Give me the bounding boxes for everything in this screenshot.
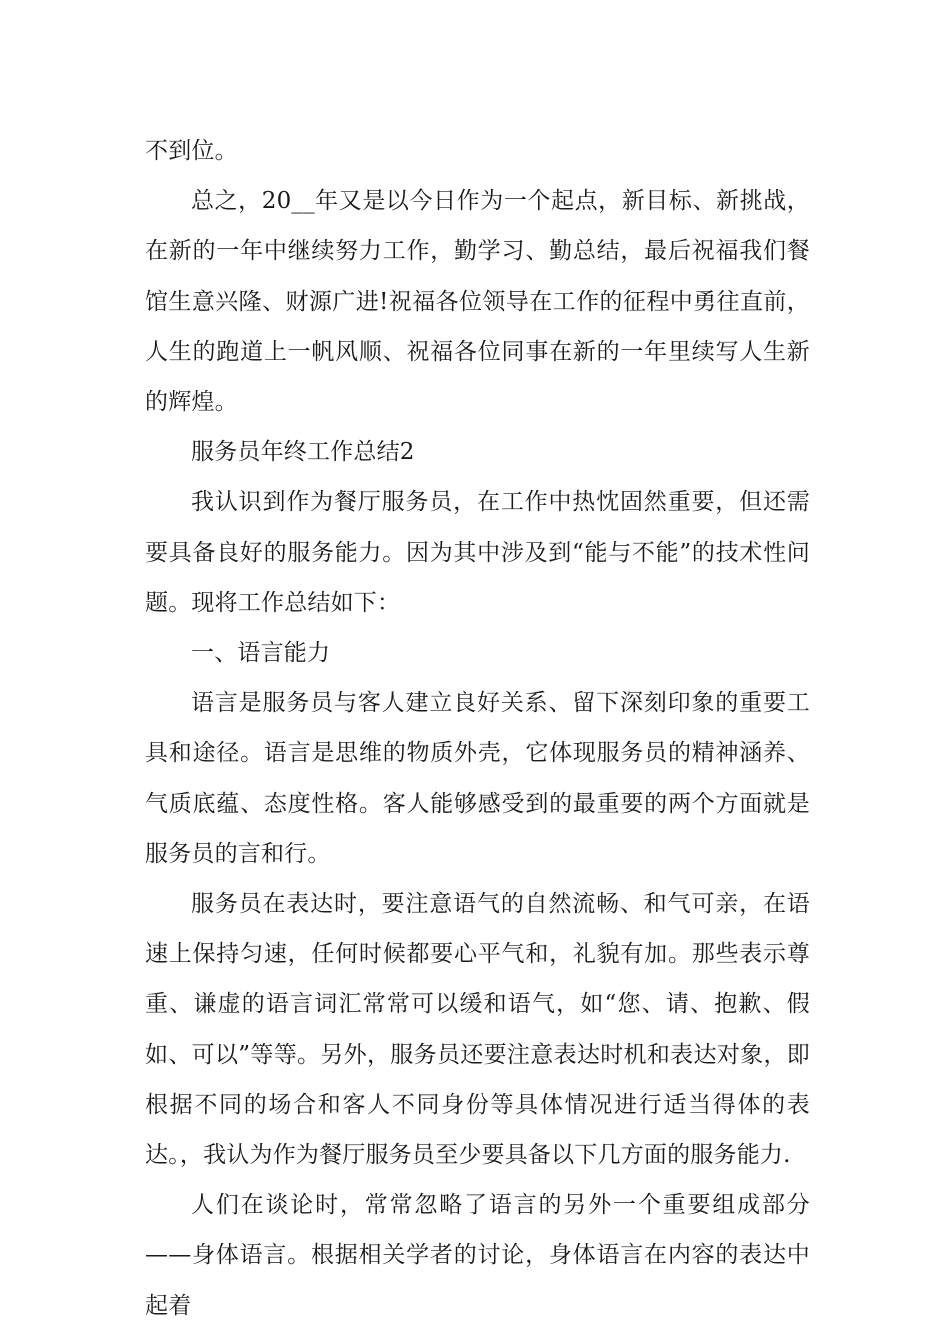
- paragraph-expression-tips: 服务员在表达时，要注意语气的自然流畅、和气可亲，在语速上保持匀速，任何时候都要心平气和，礼貌有加。那些表示尊重、谦虚的语言词汇常常可以缓和语气，如“您、请、抱歉、假如、可以”等等。另外，服务员还要注意表达时机和表达对象，即根据不同的场合和客人不同身份等具体情况进行适当得体的表达。，我认为作为餐厅服务员至少要具备以下几方面的服务能力.: [145, 891, 810, 1169]
- paragraph-language-importance: 语言是服务员与客人建立良好关系、留下深刻印象的重要工具和途径。语言是思维的物质外壳，它体现服务员的精神涵养、气质底蕴、态度性格。客人能够感受到的最重要的两个方面就是服务员的言和行。: [145, 690, 810, 867]
- paragraph-closing-summary: 总之，20__年又是以今日作为一个起点，新目标、新挑战，在新的一年中继续努力工作，勤学习、勤总结，最后祝福我们餐馆生意兴隆、财源广进!祝福各位领导在工作的征程中勇往直前，人生的跑道上一帆风顺、祝福各位同事在新的一年里续写人生新的辉煌。: [145, 188, 810, 416]
- paragraph-body-language: 人们在谈论时，常常忽略了语言的另外一个重要组成部分——身体语言。根据相关学者的讨论，身体语言在内容的表达中起着: [145, 1192, 810, 1319]
- section-title-summary-2: 服务员年终工作总结2: [191, 439, 415, 466]
- document-body: [145, 126, 810, 1331]
- paragraph-continuation: 不到位。: [145, 138, 238, 164]
- subheading-language-ability: 一、语言能力: [191, 640, 331, 667]
- paragraph-intro: 我认识到作为餐厅服务员，在工作中热忱固然重要，但还需要具备良好的服务能力。因为其中涉及到“能与不能”的技术性问题。现将工作总结如下：: [145, 489, 810, 616]
